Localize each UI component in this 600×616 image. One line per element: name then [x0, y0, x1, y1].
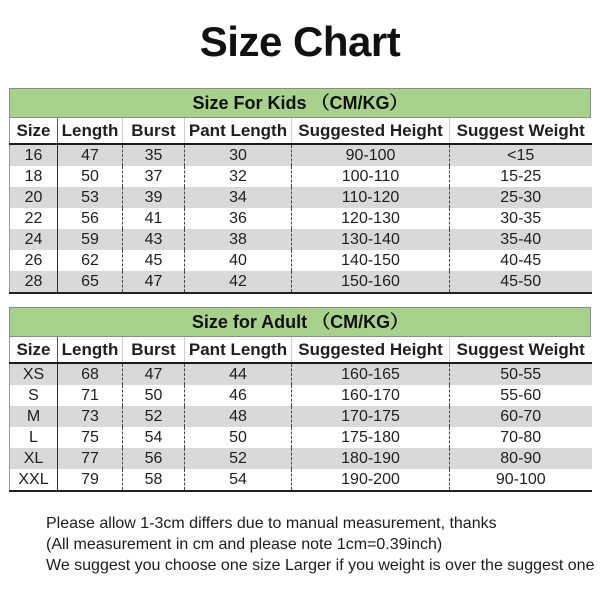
table-cell: 180-190 [292, 448, 450, 469]
table-cell: 53 [58, 187, 123, 208]
table-cell: 41 [123, 208, 185, 229]
table-cell: 30 [185, 144, 292, 166]
table-cell: M [26, 407, 41, 425]
kids-size-section [9, 88, 591, 294]
table-cell: 100-110 [292, 166, 450, 187]
column-header: Pant Length [185, 118, 292, 144]
column-header: Suggested Height [292, 337, 450, 363]
table-row [10, 427, 592, 448]
table-cell: 47 [123, 271, 185, 293]
table-row [10, 363, 592, 385]
table-row [10, 144, 592, 166]
table-cell: XXL [18, 470, 49, 488]
table-cell: 90-100 [450, 469, 592, 491]
table-cell: 75 [58, 427, 123, 448]
table-cell: 35 [123, 144, 185, 166]
table-row [10, 271, 592, 293]
table-cell: 28 [24, 272, 43, 290]
table-cell: 38 [185, 229, 292, 250]
table-cell: 71 [58, 385, 123, 406]
column-header: Length [58, 337, 123, 363]
table-cell: 39 [123, 187, 185, 208]
table-cell: 24 [24, 230, 43, 248]
table-cell: 36 [185, 208, 292, 229]
table-row [10, 385, 592, 406]
column-header: Suggest Weight [450, 118, 592, 144]
table-cell: 58 [123, 469, 185, 491]
kids-table-header [10, 118, 592, 144]
table-cell: 55-60 [450, 385, 592, 406]
table-row [10, 166, 592, 187]
table-cell: 150-160 [292, 271, 450, 293]
table-row [10, 187, 592, 208]
size-chart-image [0, 16, 600, 616]
note-line-1: Please allow 1-3cm differs due to manual measurement, thanks [46, 515, 497, 532]
table-cell: 80-90 [450, 448, 592, 469]
table-cell: 170-175 [292, 406, 450, 427]
table-cell: 160-165 [292, 363, 450, 385]
kids-table-title: Size For Kids （CM/KG） [9, 88, 591, 118]
table-cell: 32 [185, 166, 292, 187]
table-row [10, 208, 592, 229]
note-line-2: (All measurement in cm and please note 1cm=0.39inch) [46, 536, 443, 553]
table-cell: 40-45 [450, 250, 592, 271]
table-cell: XS [22, 365, 45, 383]
table-cell: 50 [185, 427, 292, 448]
table-cell: 25-30 [450, 187, 592, 208]
table-cell: 54 [185, 469, 292, 491]
measurement-notes [46, 513, 600, 576]
table-cell: 34 [185, 187, 292, 208]
table-row [10, 448, 592, 469]
table-cell: 45-50 [450, 271, 592, 293]
column-header: Burst [123, 337, 185, 363]
table-cell: 130-140 [292, 229, 450, 250]
table-cell: 56 [123, 448, 185, 469]
column-header: Burst [123, 118, 185, 144]
adult-size-section [9, 307, 591, 492]
table-cell: 160-170 [292, 385, 450, 406]
table-cell: 15-25 [450, 166, 592, 187]
table-cell: 22 [24, 209, 43, 227]
table-cell: 52 [185, 448, 292, 469]
table-row [10, 469, 592, 491]
table-cell: 120-130 [292, 208, 450, 229]
table-cell: 43 [123, 229, 185, 250]
table-cell: XL [23, 449, 44, 467]
table-cell: 73 [58, 406, 123, 427]
table-cell: 62 [58, 250, 123, 271]
table-cell: L [29, 428, 38, 446]
table-cell: 70-80 [450, 427, 592, 448]
table-row [10, 229, 592, 250]
table-cell: 60-70 [450, 406, 592, 427]
table-cell: 48 [185, 406, 292, 427]
table-cell: 46 [185, 385, 292, 406]
table-cell: <15 [450, 144, 592, 166]
table-cell: 37 [123, 166, 185, 187]
table-cell: 52 [123, 406, 185, 427]
table-cell: 16 [24, 146, 43, 164]
table-cell: 30-35 [450, 208, 592, 229]
table-cell: 50-55 [450, 363, 592, 385]
table-cell: 45 [123, 250, 185, 271]
note-line-3: We suggest you choose one size Larger if you weight is over the suggest one [46, 557, 595, 574]
table-cell: 47 [58, 144, 123, 166]
table-cell: 20 [24, 188, 43, 206]
table-cell: 56 [58, 208, 123, 229]
kids-size-table [9, 118, 592, 294]
column-header: Pant Length [185, 337, 292, 363]
table-cell: 42 [185, 271, 292, 293]
table-cell: 79 [58, 469, 123, 491]
table-cell: 140-150 [292, 250, 450, 271]
adult-table-body [10, 363, 592, 491]
table-cell: 190-200 [292, 469, 450, 491]
table-cell: 50 [123, 385, 185, 406]
table-cell: 26 [24, 251, 43, 269]
column-header: Length [58, 118, 123, 144]
page-title: Size Chart [199, 18, 401, 65]
table-cell: 175-180 [292, 427, 450, 448]
table-cell: 44 [185, 363, 292, 385]
table-cell: S [28, 386, 39, 404]
table-cell: 110-120 [292, 187, 450, 208]
table-cell: 59 [58, 229, 123, 250]
adult-size-table [9, 337, 592, 492]
kids-table-body [10, 144, 592, 293]
adult-table-title: Size for Adult （CM/KG） [9, 307, 591, 337]
table-row [10, 250, 592, 271]
table-cell: 90-100 [292, 144, 450, 166]
table-cell: 54 [123, 427, 185, 448]
column-header: Size [10, 118, 58, 144]
table-cell: 18 [24, 167, 43, 185]
table-cell: 50 [58, 166, 123, 187]
table-cell: 47 [123, 363, 185, 385]
table-cell: 40 [185, 250, 292, 271]
adult-table-header [10, 337, 592, 363]
column-header: Size [10, 337, 58, 363]
column-header: Suggest Weight [450, 337, 592, 363]
table-cell: 68 [58, 363, 123, 385]
table-cell: 77 [58, 448, 123, 469]
column-header: Suggested Height [292, 118, 450, 144]
table-row [10, 406, 592, 427]
table-cell: 65 [58, 271, 123, 293]
header-row [10, 337, 592, 363]
table-cell: 35-40 [450, 229, 592, 250]
header-row [10, 118, 592, 144]
